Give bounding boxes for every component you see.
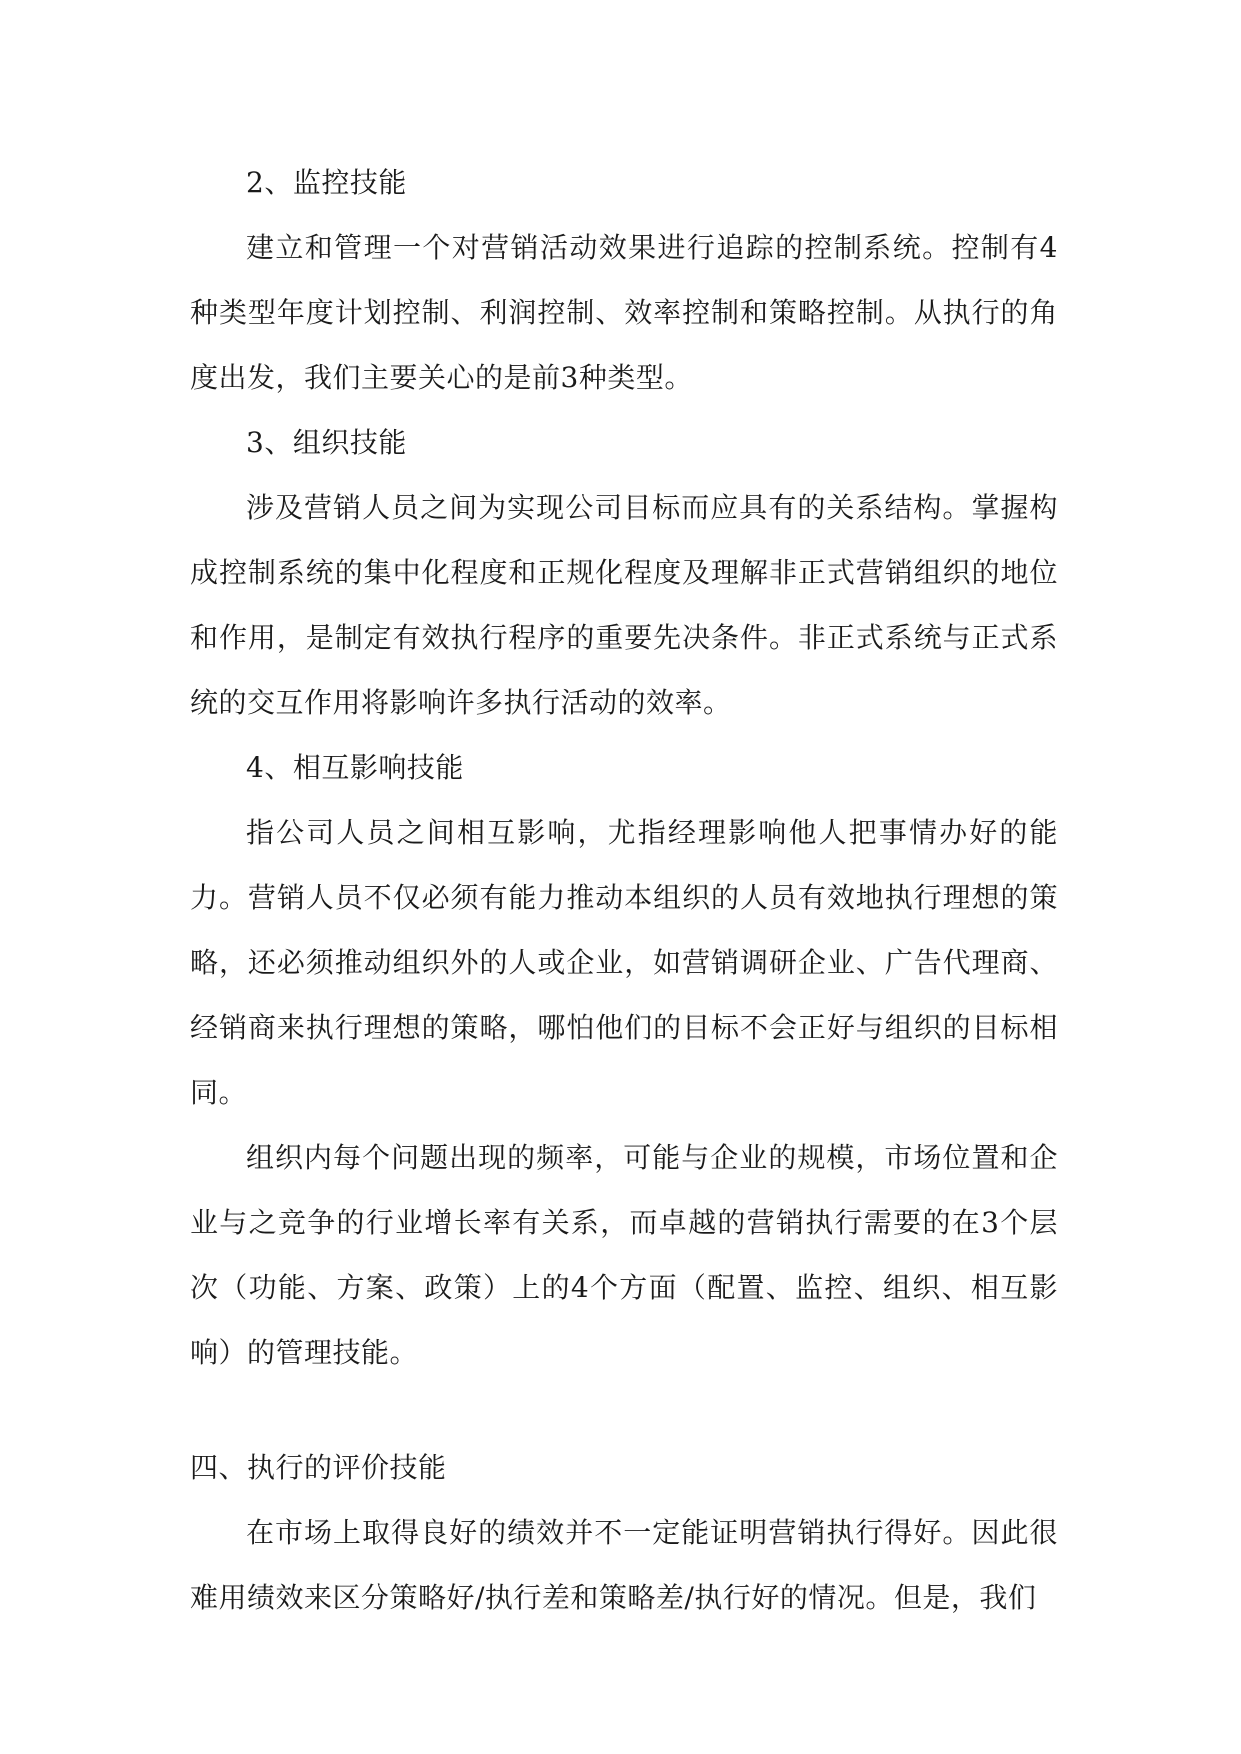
- subheading-organizing-skills: 3、组织技能: [246, 426, 407, 459]
- section-gap: [190, 1385, 1058, 1435]
- paragraph-interaction: 指公司人员之间相互影响，尤指经理影响他人把事情办好的能力。营销人员不仅必须有能力推动本组织的人员有效地执行理想的策略，还必须推动组织外的人或企业，如营销调研企业、广告代理商、经销商来执行理想的策略，哪怕他们的目标不会正好与组织的目标相同。: [190, 816, 1058, 1109]
- document-body: [190, 150, 1058, 1630]
- paragraph-monitoring: 建立和管理一个对营销活动效果进行追踪的控制系统。控制有4种类型年度计划控制、利润控制、效率控制和策略控制。从执行的角度出发，我们主要关心的是前3种类型。: [190, 231, 1058, 394]
- section-heading-evaluation-skills: 四、执行的评价技能: [190, 1451, 447, 1484]
- subheading-monitoring-skills: 2、监控技能: [246, 166, 407, 199]
- paragraph-organizing: 涉及营销人员之间为实现公司目标而应具有的关系结构。掌握构成控制系统的集中化程度和正规化程度及理解非正式营销组织的地位和作用，是制定有效执行程序的重要先决条件。非正式系统与正式系统的交互作用将影响许多执行活动的效率。: [190, 491, 1058, 719]
- paragraph-frequency: 组织内每个问题出现的频率，可能与企业的规模，市场位置和企业与之竞争的行业增长率有关系，而卓越的营销执行需要的在3个层次（功能、方案、政策）上的4个方面（配置、监控、组织、相互影响）的管理技能。: [190, 1141, 1058, 1369]
- paragraph-evaluation: 在市场上取得良好的绩效并不一定能证明营销执行得好。因此很难用绩效来区分策略好/执行差和策略差/执行好的情况。但是，我们: [190, 1516, 1058, 1614]
- subheading-interaction-skills: 4、相互影响技能: [246, 751, 464, 784]
